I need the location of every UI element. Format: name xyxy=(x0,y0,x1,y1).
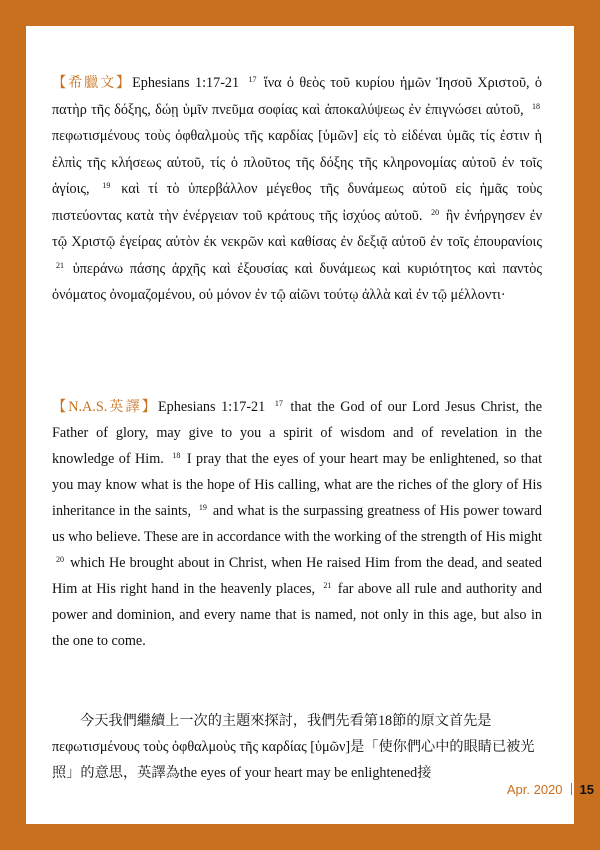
verse-number: 19 xyxy=(102,181,111,190)
greek-reference: Ephesians 1:17-21 xyxy=(132,75,240,91)
verse-number: 20 xyxy=(431,207,440,217)
verse-number: 17 xyxy=(274,399,283,408)
verse-number: 21 xyxy=(56,260,64,270)
english-label: 【N.A.S.英譯】 xyxy=(52,399,158,415)
verse-number: 20 xyxy=(56,555,64,564)
commentary-paragraph xyxy=(52,708,542,786)
verse-number: 18 xyxy=(172,451,181,460)
verse-number: 17 xyxy=(248,75,257,84)
verse-text: that the God of our Lord Jesus Christ, the Father of glory, may give to you a spirit of wisdom and of revelation in the knowledge of Him. xyxy=(52,399,542,467)
page xyxy=(26,26,574,824)
verse-number: 19 xyxy=(198,503,207,512)
footer-divider xyxy=(571,783,572,795)
greek-passage xyxy=(52,70,542,309)
commentary-text: 今天我們繼續上一次的主題來探討，我們先看第18節的原文首先是πεφωτισμένους τοὺς ὀφθαλμοὺς τῆς καρδίας [ὑμῶν]是「使你們心中的眼睛已被光照」的意思，英譯為the eyes of your heart may be enlightened接 xyxy=(52,713,535,781)
english-reference: Ephesians 1:17-21 xyxy=(157,399,266,415)
verse-text: and what is the surpassing greatness of His power toward us who believe. These are in accordance with the working of the strength of His might xyxy=(52,503,542,545)
verse-number: 21 xyxy=(323,581,332,590)
verse-text: which He brought about in Christ, when He raised Him from the dead, and seated Him at His right hand in the heavenly places, xyxy=(52,555,542,597)
verse-text: I pray that the eyes of your heart may be enlightened, so that you may know what is the hope of His calling, what are the riches of the glory of His inheritance in the saints, xyxy=(52,451,543,519)
verse-number: 18 xyxy=(532,101,541,111)
verse-text: πεφωτισμένους τοὺς ὀφθαλμοὺς τῆς καρδίας [ὑμῶν] εἰς τὸ εἰδέναι ὑμᾶς τίς ἐστιν ἡ ἐλπὶς τῆς κλήσεως αὐτοῦ, τίς ὁ πλοῦτος τῆς δόξης τῆς κληρονομίας αὐτοῦ ἐν τοῖς ἁγίοις, xyxy=(52,128,542,197)
verse-text: καὶ τί τὸ ὑπερβάλλον μέγεθος τῆς δυνάμεως αὐτοῦ εἰς ἡμᾶς τοὺς πιστεύοντας κατὰ τὴν ἐνέργειαν τοῦ κράτους τῆς ἰσχύος αὐτοῦ. xyxy=(52,181,543,224)
verse-text: ἣν ἐνήργησεν ἐν τῷ Χριστῷ ἐγείρας αὐτὸν ἐκ νεκρῶν καὶ καθίσας ἐν δεξιᾷ αὐτοῦ ἐν τοῖς ἐπουρανίοις xyxy=(52,207,543,250)
verse-text: far above all rule and authority and power and dominion, and every name that is named, not only in this age, but also in the one to come. xyxy=(52,581,543,649)
greek-label: 【希臘文】 xyxy=(52,75,133,91)
page-footer xyxy=(507,782,594,797)
verse-text: ὑπεράνω πάσης ἀρχῆς καὶ ἐξουσίας καὶ δυνάμεως καὶ κυριότητος καὶ παντὸς ὀνόματος ὀνομαζομένου, οὐ μόνον ἐν τῷ αἰῶνι τούτῳ ἀλλὰ καὶ ἐν τῷ μέλλοντι· xyxy=(52,260,543,303)
verse-text: ἵνα ὁ θεὸς τοῦ κυρίου ἡμῶν Ἰησοῦ Χριστοῦ, ὁ πατὴρ τῆς δόξης, δώῃ ὑμῖν πνεῦμα σοφίας καὶ ἀποκαλύψεως ἐν ἐπιγνώσει αὐτοῦ, xyxy=(52,75,542,118)
issue-date: Apr. 2020 xyxy=(506,782,563,797)
page-number: 15 xyxy=(579,782,594,797)
english-passage xyxy=(52,394,542,654)
